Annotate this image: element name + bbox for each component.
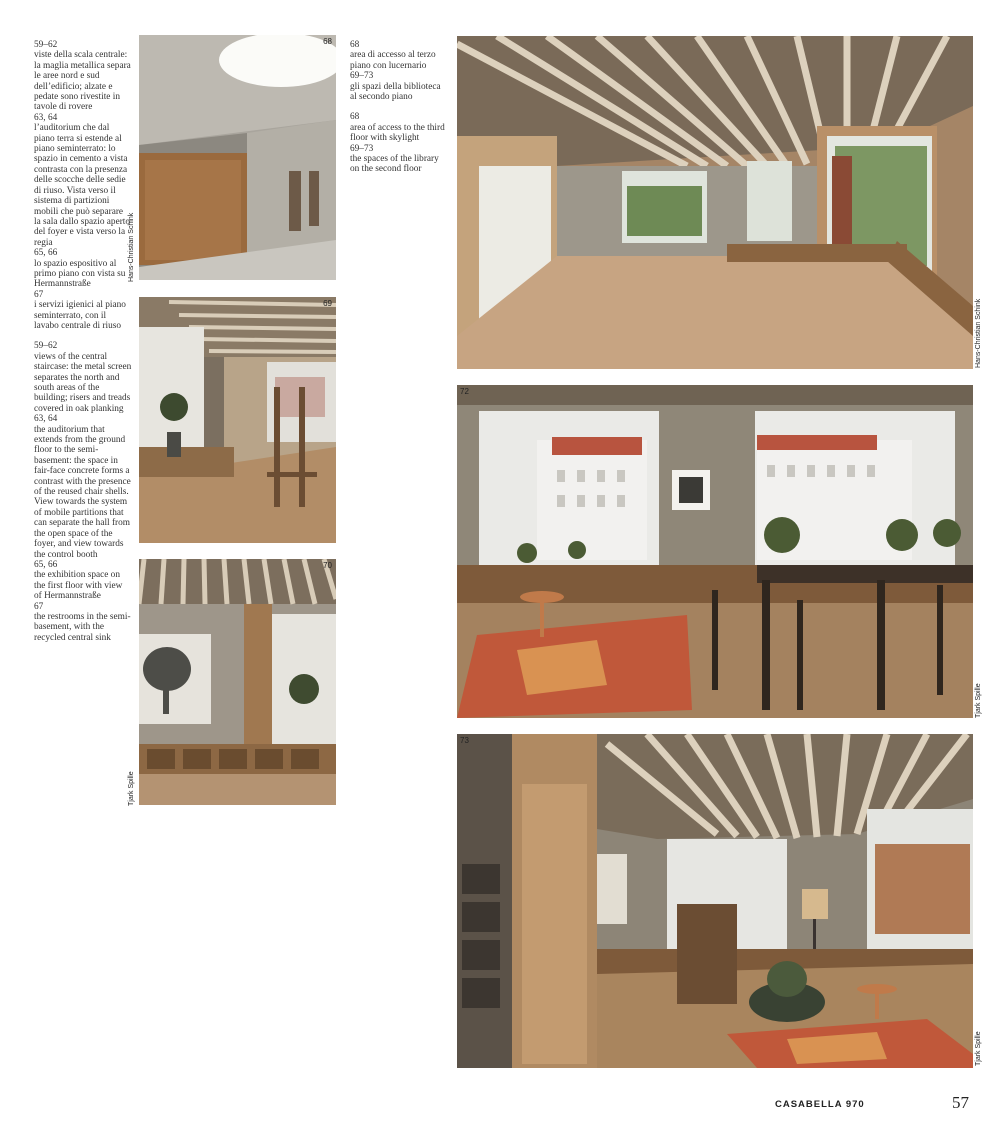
photo-number: 70 — [323, 561, 332, 570]
photo-number: 68 — [323, 37, 332, 46]
caption-column-right — [350, 40, 446, 185]
page-number: 57 — [952, 1093, 969, 1112]
photo-70-artwork-wall — [139, 559, 336, 805]
caption-item: 63, 64 the auditorium that extends from the ground floor to the semi-basement: the space in fair-face concrete forms a contrast with the presence of the reused chair shells. View towards the system of mobile partitions that can separate the hall from the open space of the foyer, and view towards the control booth — [34, 414, 131, 560]
photo-number: 72 — [460, 387, 469, 396]
photo-credit: Tjark Spille — [975, 683, 982, 718]
caption-item: 59–62 viste della scala centrale: la maglia metallica separa le aree nord e sud dell’edificio; alzate e pedate sono rivestite in tavole di rovere — [34, 40, 131, 113]
photo-credit: Tjark Spille — [128, 771, 135, 806]
photo-71-illustration — [457, 36, 973, 369]
caption-item: 68 area of access to the third floor with skylight — [350, 112, 445, 144]
photo-68-skylight-access — [139, 35, 336, 280]
caption-item: 67 the restrooms in the semi-basement, with the recycled central sink — [34, 601, 131, 643]
photo-number: 73 — [460, 736, 469, 745]
caption-block-english-right — [350, 112, 446, 174]
photo-71-library-hall — [457, 36, 973, 369]
photo-credit: Hans-Christian Schink — [975, 298, 982, 368]
caption-block-english — [34, 341, 132, 643]
caption-column-left — [34, 40, 132, 653]
photo-73-illustration — [457, 734, 973, 1068]
caption-item: 65, 66 the exhibition space on the first floor with view of Hermannstraße — [34, 559, 123, 602]
caption-block-italian-right — [350, 40, 446, 102]
photo-73-library-lounge — [457, 734, 973, 1068]
photo-70-illustration — [139, 559, 336, 805]
photo-credit: Tjark Spille — [975, 1031, 982, 1066]
magazine-name: CASABELLA 970 — [775, 1099, 865, 1110]
caption-item: 63, 64 l’auditorium che dal piano terra si estende al piano seminterrato: lo spazio in cemento a vista contrasta con la presenza delle scocche delle sedie di riuso. Vista verso il sistema di partizioni mobili che può separare la sala dallo spazio aperto del foyer e vista verso la regia — [34, 112, 131, 248]
photo-68-illustration — [139, 35, 336, 280]
photo-credit: Hans-Christian Schink — [128, 212, 135, 282]
caption-item: 68 area di accesso al terzo piano con lucernario — [350, 40, 436, 71]
photo-69-library-corner — [139, 297, 336, 543]
caption-item: 59–62 views of the central staircase: the metal screen separates the north and south areas of the building; risers and treads covered in oak planking — [34, 341, 132, 414]
caption-item: 69–73 gli spazi della biblioteca al secondo piano — [350, 71, 441, 103]
caption-item: 69–73 the spaces of the library on the second floor — [350, 143, 439, 175]
photo-69-illustration — [139, 297, 336, 543]
caption-item: 65, 66 lo spazio espositivo al primo piano con vista su Hermannstraße — [34, 248, 126, 290]
photo-72-illustration — [457, 385, 973, 718]
caption-block-italian — [34, 40, 132, 331]
caption-item: 67 i servizi igienici al piano seminterrato, con il lavabo centrale di riuso — [34, 289, 126, 331]
photo-number: 69 — [323, 299, 332, 308]
photo-72-reading-room — [457, 385, 973, 718]
